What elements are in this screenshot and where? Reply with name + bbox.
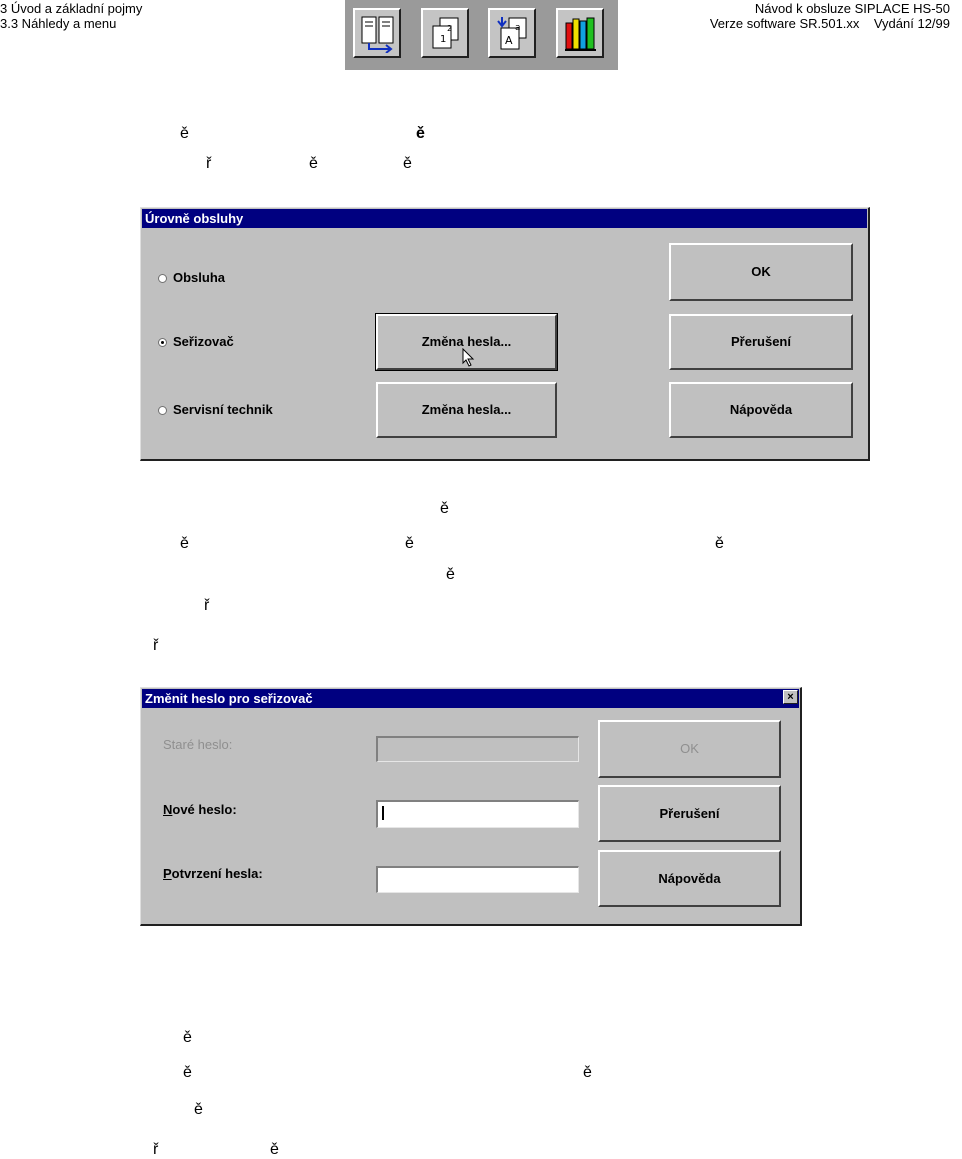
radio-operator[interactable]	[158, 274, 167, 283]
dialog-title: Změnit heslo pro seřizovač	[142, 689, 799, 708]
text-fragment: ě	[270, 1141, 279, 1158]
text-fragment: ř	[153, 637, 159, 654]
close-icon[interactable]: ×	[783, 690, 798, 704]
text-fragment: ě	[583, 1064, 592, 1081]
text-fragment: ě	[183, 1029, 192, 1046]
mnemonic-letter: N	[163, 802, 173, 817]
label-text: ové heslo:	[172, 802, 237, 817]
operator-levels-dialog	[140, 207, 870, 461]
change-password-technician-button[interactable]: Změna hesla...	[376, 382, 557, 438]
old-password-field	[376, 736, 579, 762]
font-swap-icon[interactable]	[488, 8, 536, 58]
help-button[interactable]: Nápověda	[598, 850, 781, 907]
chapter-title: 3 Úvod a základní pojmy	[0, 1, 143, 16]
text-fragment: ě	[180, 125, 189, 142]
svg-text:a: a	[515, 23, 521, 33]
text-fragment: ě	[446, 566, 455, 583]
version-info: Verze software SR.501.xx Vydání 12/99	[709, 16, 950, 31]
text-caret	[382, 806, 384, 820]
layout-view-icon[interactable]	[353, 8, 401, 58]
label-text: otvrzení hesla:	[171, 866, 263, 881]
text-fragment: ě	[309, 155, 318, 172]
help-button[interactable]: Nápověda	[669, 382, 853, 438]
text-fragment: ř	[153, 1141, 159, 1158]
text-fragment: ě	[194, 1101, 203, 1118]
change-password-dialog	[140, 687, 802, 926]
cancel-button[interactable]: Přerušení	[598, 785, 781, 842]
new-password-field[interactable]	[376, 800, 579, 828]
new-password-label	[163, 802, 237, 817]
page-header-right	[710, 1, 950, 31]
text-fragment: ě	[405, 535, 414, 552]
svg-text:A: A	[505, 34, 513, 47]
mnemonic-letter: P	[163, 866, 172, 881]
ok-button[interactable]: OK	[598, 720, 781, 778]
confirm-password-field[interactable]	[376, 866, 579, 893]
manual-title: Návod k obsluze SIPLACE HS-50	[754, 1, 950, 16]
library-books-icon[interactable]	[556, 8, 604, 58]
section-title: 3.3 Náhledy a menu	[0, 16, 117, 31]
change-password-setter-button[interactable]: Změna hesla...	[376, 314, 557, 370]
cancel-button[interactable]: Přerušení	[669, 314, 853, 370]
text-fragment: ř	[206, 155, 212, 172]
confirm-password-label	[163, 866, 263, 881]
navigation-toolbar	[345, 0, 618, 70]
radio-setter[interactable]	[158, 338, 167, 347]
ok-button[interactable]: OK	[669, 243, 853, 301]
dialog-title: Úrovně obsluhy	[142, 209, 867, 228]
page-header-left	[0, 1, 142, 31]
text-fragment: ě	[416, 125, 425, 142]
text-fragment: ě	[183, 1064, 192, 1081]
mouse-cursor-icon	[462, 348, 476, 368]
pages-icon[interactable]	[421, 8, 469, 58]
text-fragment: ě	[180, 535, 189, 552]
svg-text:2: 2	[447, 24, 453, 33]
text-fragment: ě	[715, 535, 724, 552]
text-fragment: ě	[440, 500, 449, 517]
radio-service-technician[interactable]	[158, 406, 167, 415]
text-fragment: ě	[403, 155, 412, 172]
old-password-label: Staré heslo:	[163, 737, 233, 752]
text-fragment: ř	[204, 597, 210, 614]
radio-operator-label: Obsluha	[173, 270, 226, 285]
svg-text:1: 1	[440, 34, 447, 45]
radio-service-technician-label: Servisní technik	[173, 402, 273, 417]
radio-setter-label: Seřizovač	[173, 334, 234, 349]
